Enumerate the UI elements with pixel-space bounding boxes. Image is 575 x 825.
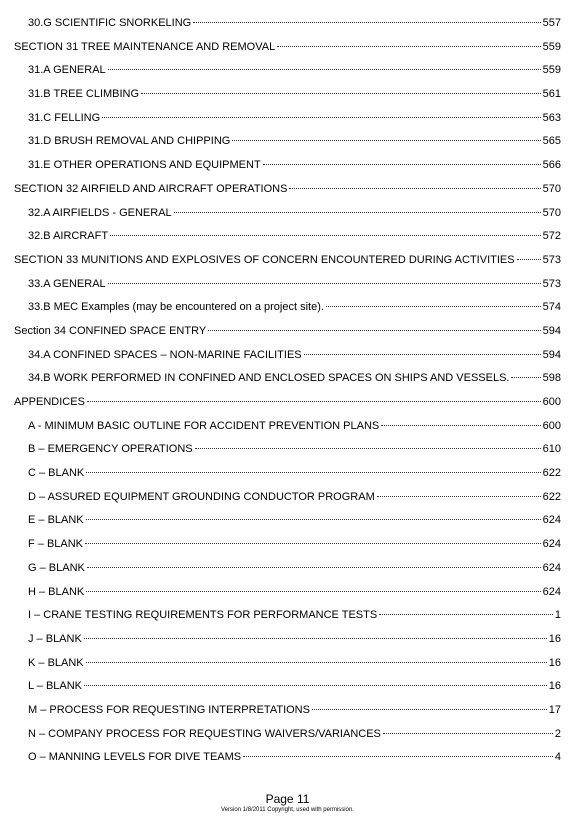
toc-entry[interactable]: [14, 513, 561, 537]
toc-entry-title: 33.A GENERAL: [28, 277, 106, 290]
toc-entry-title: D – ASSURED EQUIPMENT GROUNDING CONDUCTOR PROGRAM: [28, 490, 375, 503]
toc-entry[interactable]: [14, 277, 561, 301]
toc-entry[interactable]: [14, 16, 561, 40]
toc-entry-page: 624: [542, 585, 561, 598]
toc-entry-title: 30.G SCIENTIFIC SNORKELING: [28, 17, 192, 29]
toc-entry[interactable]: [14, 134, 561, 158]
toc-dot-leader: [208, 330, 540, 331]
toc-dot-leader: [141, 93, 541, 94]
toc-entry[interactable]: [14, 632, 561, 656]
toc-dot-leader: [243, 756, 553, 757]
toc-entry-page: 2: [554, 727, 561, 740]
toc-dot-leader: [195, 448, 541, 449]
toc-entry-page: 16: [548, 632, 561, 645]
toc-entry-page: 1: [554, 609, 561, 622]
toc-entry-page: 4: [554, 751, 561, 764]
toc-entry[interactable]: [14, 490, 561, 514]
toc-entry-page: 622: [542, 490, 561, 503]
toc-entry-title: 31.C FELLING: [28, 111, 101, 124]
toc-dot-leader: [232, 140, 540, 141]
toc-entry[interactable]: [14, 229, 561, 253]
toc-entry-title: Section 34 CONFINED SPACE ENTRY: [14, 324, 207, 337]
toc-dot-leader: [377, 496, 541, 497]
toc-entry-page: 624: [542, 514, 561, 527]
toc-entry[interactable]: [14, 679, 561, 703]
toc-entry[interactable]: [14, 561, 561, 585]
toc-entry[interactable]: [14, 703, 561, 727]
toc-entry-title: E – BLANK: [28, 514, 84, 527]
toc-entry[interactable]: [14, 158, 561, 182]
toc-entry-title: N – COMPANY PROCESS FOR REQUESTING WAIVERS/VARIANCES: [28, 727, 381, 740]
toc-entry-title: 31.B TREE CLIMBING: [28, 88, 140, 101]
toc-entry[interactable]: [14, 750, 561, 774]
toc-entry[interactable]: [14, 419, 561, 443]
toc-entry-title: L – BLANK: [28, 680, 83, 693]
toc-entry-title: O – MANNING LEVELS FOR DIVE TEAMS: [28, 751, 242, 764]
toc-dot-leader: [87, 567, 541, 568]
toc-dot-leader: [110, 235, 541, 236]
toc-entry-page: 561: [542, 88, 561, 101]
toc-entry[interactable]: [14, 371, 561, 395]
toc-entry-page: 574: [542, 301, 561, 314]
toc-dot-leader: [511, 377, 540, 378]
toc-entry-title: APPENDICES: [14, 396, 85, 408]
toc-dot-leader: [289, 188, 540, 189]
toc-entry-page: 563: [542, 111, 561, 124]
toc-entry-title: I – CRANE TESTING REQUIREMENTS FOR PERFORMANCE TESTS: [28, 609, 378, 622]
toc-entry[interactable]: [14, 466, 561, 490]
toc-entry[interactable]: [14, 585, 561, 609]
toc-entry[interactable]: [14, 63, 561, 87]
toc-entry-page: 16: [548, 656, 561, 669]
toc-dot-leader: [102, 117, 541, 118]
toc-entry-page: 622: [542, 467, 561, 480]
toc-entry-page: 594: [542, 324, 561, 337]
footer-page-number: Page 11: [265, 792, 310, 806]
toc-dot-leader: [312, 709, 547, 710]
toc-dot-leader: [108, 283, 541, 284]
toc-entry-page: 570: [542, 182, 561, 195]
toc-entry[interactable]: [14, 300, 561, 324]
toc-entry-title: 32.B AIRCRAFT: [28, 230, 109, 243]
toc-entry[interactable]: [14, 537, 561, 561]
toc-entry[interactable]: [14, 206, 561, 230]
page-footer: [0, 792, 575, 814]
toc-entry[interactable]: [14, 348, 561, 372]
toc-entry-page: 573: [542, 253, 561, 266]
toc-entry-title: 34.B WORK PERFORMED IN CONFINED AND ENCLOSED SPACES ON SHIPS AND VESSELS.: [28, 372, 510, 385]
toc-dot-leader: [517, 259, 541, 260]
toc-dot-leader: [86, 519, 541, 520]
toc-entry-page: 610: [542, 443, 561, 456]
toc-entry[interactable]: [14, 395, 561, 419]
toc-entry[interactable]: [14, 111, 561, 135]
toc-dot-leader: [86, 662, 547, 663]
toc-entry-page: 557: [542, 17, 561, 29]
toc-entry-title: SECTION 33 MUNITIONS AND EXPLOSIVES OF CONCERN ENCOUNTERED DURING ACTIVITIES: [14, 253, 515, 266]
toc-entry-page: 16: [548, 680, 561, 693]
toc-entry-page: 565: [542, 135, 561, 148]
toc-entry-title: A - MINIMUM BASIC OUTLINE FOR ACCIDENT PREVENTION PLANS: [28, 419, 380, 432]
toc-entry-page: 572: [542, 230, 561, 243]
toc-dot-leader: [84, 685, 547, 686]
toc-entry-page: 559: [542, 40, 561, 53]
toc-entry-page: 624: [542, 538, 561, 551]
toc-dot-leader: [326, 306, 541, 307]
toc-entry-title: 31.E OTHER OPERATIONS AND EQUIPMENT: [28, 159, 261, 172]
toc-entry-page: 566: [542, 159, 561, 172]
toc-entry-page: 17: [548, 703, 561, 716]
toc-entry-title: 34.A CONFINED SPACES – NON-MARINE FACILITIES: [28, 348, 302, 361]
toc-entry-title: SECTION 32 AIRFIELD AND AIRCRAFT OPERATIONS: [14, 182, 288, 195]
toc-entry[interactable]: [14, 253, 561, 277]
toc-entry[interactable]: [14, 608, 561, 632]
toc-entry-title: 33.B MEC Examples (may be encountered on a project site).: [28, 301, 324, 314]
toc-entry[interactable]: [14, 324, 561, 348]
toc-entry[interactable]: [14, 40, 561, 64]
toc-entry-page: 559: [542, 64, 561, 77]
toc-entry-title: J – BLANK: [28, 632, 82, 645]
toc-entry-title: G – BLANK: [28, 561, 85, 574]
toc-dot-leader: [304, 354, 541, 355]
toc-entry-title: H – BLANK: [28, 585, 85, 598]
toc-entry-page: 594: [542, 348, 561, 361]
toc-dot-leader: [379, 614, 553, 615]
toc-entry-page: 624: [542, 561, 561, 574]
toc-dot-leader: [381, 425, 540, 426]
toc-dot-leader: [383, 733, 553, 734]
toc-entry-title: SECTION 31 TREE MAINTENANCE AND REMOVAL: [14, 40, 276, 53]
toc-dot-leader: [85, 543, 541, 544]
toc-entry[interactable]: [14, 182, 561, 206]
toc-dot-leader: [86, 472, 540, 473]
toc-dot-leader: [84, 638, 547, 639]
toc-entry-title: B – EMERGENCY OPERATIONS: [28, 443, 193, 456]
toc-entry-title: 32.A AIRFIELDS - GENERAL: [28, 206, 172, 219]
toc-entry-page: 600: [542, 419, 561, 432]
toc-entry-title: M – PROCESS FOR REQUESTING INTERPRETATIONS: [28, 703, 310, 716]
toc-entry-title: 31.D BRUSH REMOVAL AND CHIPPING: [28, 135, 231, 148]
toc-dot-leader: [193, 22, 540, 23]
toc-entry[interactable]: [14, 656, 561, 680]
toc-dot-leader: [277, 46, 540, 47]
table-of-contents: [14, 16, 561, 774]
toc-entry-title: C – BLANK: [28, 467, 85, 480]
toc-dot-leader: [87, 401, 541, 402]
toc-entry[interactable]: [14, 442, 561, 466]
toc-dot-leader: [86, 591, 540, 592]
toc-dot-leader: [263, 164, 541, 165]
toc-entry-page: 573: [542, 277, 561, 290]
toc-entry-title: K – BLANK: [28, 656, 84, 669]
toc-dot-leader: [108, 69, 541, 70]
toc-dot-leader: [174, 212, 541, 213]
footer-version-note: Version 1/8/2011 Copyright, used with permission.: [221, 807, 354, 813]
toc-entry[interactable]: [14, 87, 561, 111]
toc-entry-page: 598: [542, 372, 561, 385]
toc-entry-page: 600: [542, 396, 561, 408]
toc-entry[interactable]: [14, 727, 561, 751]
toc-entry-page: 570: [542, 206, 561, 219]
toc-entry-title: 31.A GENERAL: [28, 64, 106, 77]
toc-entry-title: F – BLANK: [28, 538, 84, 551]
